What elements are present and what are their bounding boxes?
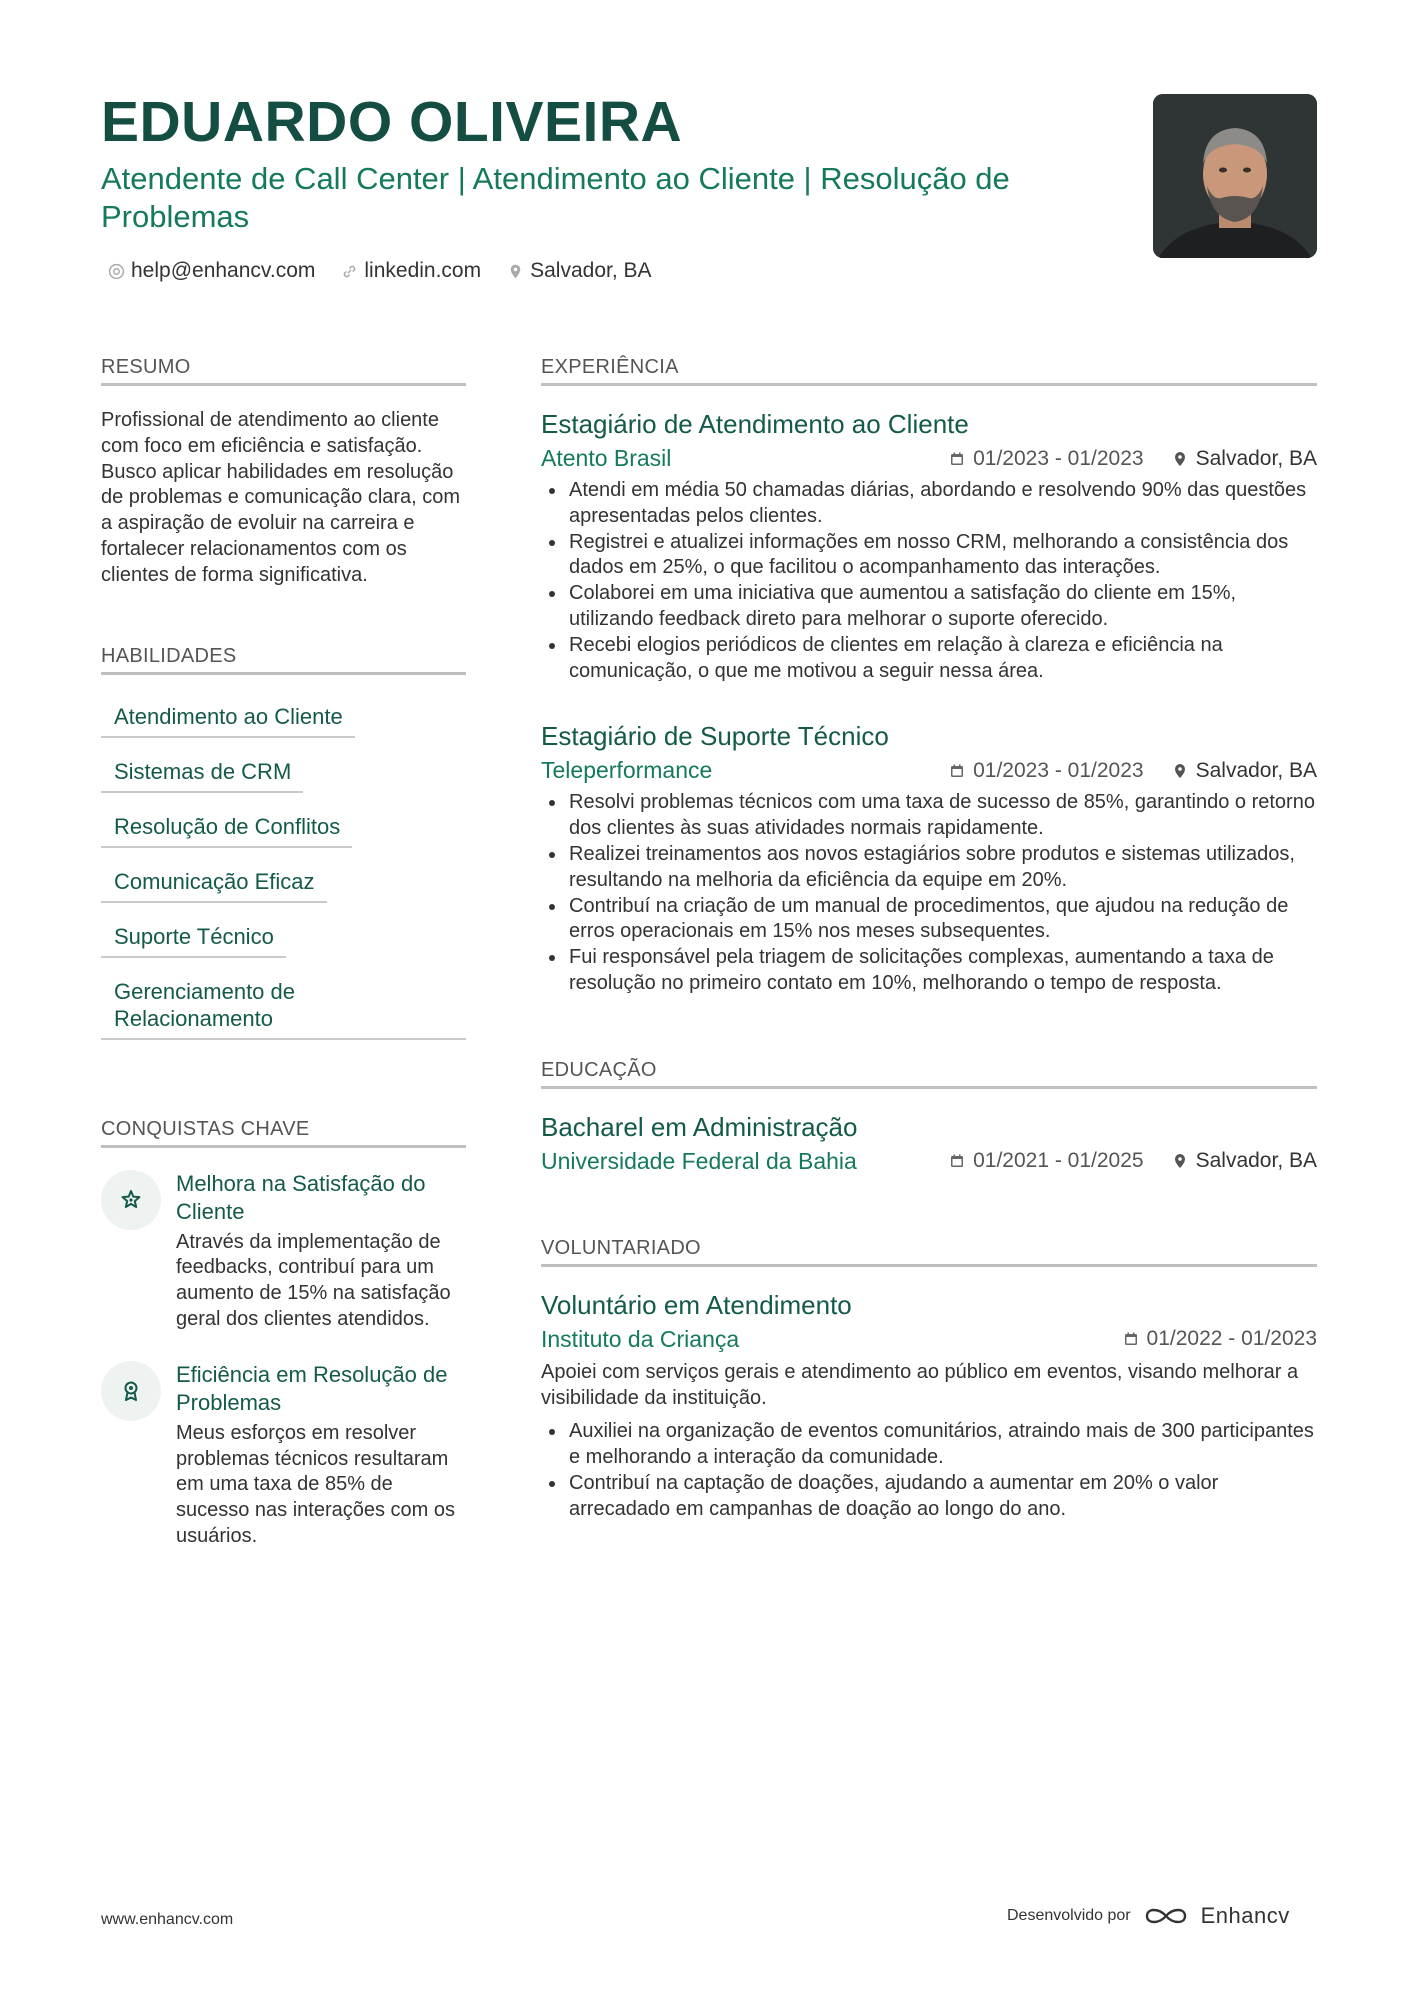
link-icon bbox=[341, 263, 358, 280]
volunteer-dates: 01/2022 - 01/2023 bbox=[1146, 1327, 1317, 1351]
job-title: Estagiário de Suporte Técnico bbox=[541, 721, 889, 752]
education-entry bbox=[541, 1111, 1317, 1175]
job-location: Salvador, BA bbox=[1195, 446, 1317, 470]
degree: Bacharel em Administração bbox=[541, 1111, 858, 1142]
company-name: Atento Brasil bbox=[541, 445, 672, 471]
bullet-item: Fui responsável pela triagem de solicitações complexas, aumentando a taxa de resolução no primeiro contato em 10%, melhorando o tempo de resposta. bbox=[541, 945, 1317, 997]
volunteering-title: VOLUNTARIADO bbox=[541, 1237, 1317, 1267]
achievement-title: Eficiência em Resolução de Problemas bbox=[176, 1361, 448, 1415]
bullet-item: Contribuí na criação de um manual de procedimentos, que ajudou na redução de erros operacionais em 15% nos meses subsequentes. bbox=[541, 894, 1317, 946]
skills-title: HABILIDADES bbox=[101, 645, 466, 675]
education-title: EDUCAÇÃO bbox=[541, 1059, 1317, 1089]
volunteer-bullets bbox=[541, 1419, 1317, 1522]
contact-location bbox=[507, 259, 651, 283]
powered-by-text: Desenvolvido por bbox=[1007, 1907, 1131, 1924]
skill-tag: Sistemas de CRM bbox=[101, 750, 303, 793]
bullet-item: Contribuí na captação de doações, ajudando a aumentar em 20% o valor arrecadado em campanhas de doação ao longo do ano. bbox=[541, 1471, 1317, 1523]
skills-section bbox=[101, 645, 466, 1040]
job-entry bbox=[541, 408, 1317, 684]
location-pin-icon bbox=[1172, 763, 1188, 779]
location-pin-icon bbox=[507, 263, 524, 280]
enhancv-logo-icon bbox=[1143, 1904, 1189, 1928]
education-dates: 01/2021 - 01/2025 bbox=[973, 1149, 1144, 1173]
skills-list bbox=[101, 695, 466, 1040]
contact-linkedin[interactable] bbox=[341, 259, 481, 283]
skill-tag: Gerenciamento de Relacionamento bbox=[114, 978, 295, 1031]
summary-section bbox=[101, 356, 466, 589]
job-dates: 01/2023 - 01/2023 bbox=[973, 758, 1144, 782]
school-name: Universidade Federal da Bahia bbox=[541, 1147, 857, 1174]
volunteering-entry bbox=[541, 1289, 1317, 1523]
candidate-name: EDUARDO OLIVEIRA bbox=[101, 90, 683, 154]
at-icon bbox=[108, 263, 125, 280]
achievement-desc: Através da implementação de feedbacks, contribuí para um aumento de 15% na satisfação geral dos clientes atendidos. bbox=[176, 1230, 451, 1330]
right-column bbox=[541, 356, 1317, 1523]
headline: Atendente de Call Center | Atendimento ao Cliente | Resolução de Problemas bbox=[101, 161, 1010, 234]
bullet-item: Realizei treinamentos aos novos estagiários sobre produtos e sistemas utilizados, resultando na melhoria da eficiência da equipe em 20%. bbox=[541, 842, 1317, 894]
location-pin-icon bbox=[1172, 1153, 1188, 1169]
star-icon bbox=[101, 1170, 161, 1230]
left-column bbox=[101, 356, 466, 1550]
education-section bbox=[541, 1059, 1317, 1175]
education-location: Salvador, BA bbox=[1195, 1149, 1317, 1173]
summary-text: Profissional de atendimento ao cliente com foco em eficiência e satisfação. Busco aplicar habilidades em resolução de problemas e comunicação clara, com a aspiração de evoluir na carreira e fortalecer relacionamentos com os clientes de forma significativa. bbox=[101, 409, 461, 586]
achievement-title: Melhora na Satisfação do Cliente bbox=[176, 1170, 426, 1224]
footer-website[interactable]: www.enhancv.com bbox=[101, 1911, 234, 1928]
skill-tag: Comunicação Eficaz bbox=[101, 860, 327, 903]
brand-name: Enhancv bbox=[1200, 1903, 1290, 1928]
achievements-title: CONQUISTAS CHAVE bbox=[101, 1118, 466, 1148]
bullet-item: Recebi elogios periódicos de clientes em relação à clareza e eficiência na comunicação, o que me motivou a seguir nessa área. bbox=[541, 633, 1317, 685]
achievement-item bbox=[101, 1170, 466, 1333]
award-icon bbox=[101, 1361, 161, 1421]
organization-name: Instituto da Criança bbox=[541, 1325, 740, 1352]
calendar-icon bbox=[949, 451, 965, 467]
skill-tag: Atendimento ao Cliente bbox=[101, 695, 355, 738]
calendar-icon bbox=[949, 1153, 965, 1169]
contact-bar bbox=[108, 259, 652, 283]
location-pin-icon bbox=[1172, 451, 1188, 467]
job-location: Salvador, BA bbox=[1195, 758, 1317, 782]
job-bullets bbox=[541, 478, 1317, 684]
volunteering-section bbox=[541, 1237, 1317, 1523]
calendar-icon bbox=[949, 763, 965, 779]
job-title: Estagiário de Atendimento ao Cliente bbox=[541, 409, 969, 439]
contact-email[interactable] bbox=[108, 259, 315, 283]
location-text: Salvador, BA bbox=[530, 259, 652, 282]
bullet-item: Atendi em média 50 chamadas diárias, abordando e resolvendo 90% das questões apresentadas pelos clientes. bbox=[541, 478, 1317, 530]
bullet-item: Resolvi problemas técnicos com uma taxa de sucesso de 85%, garantindo o retorno dos clientes às suas atividades normais rapidamente. bbox=[541, 790, 1317, 842]
company-name: Teleperformance bbox=[541, 757, 713, 784]
achievements-section bbox=[101, 1118, 466, 1550]
email-text: help@enhancv.com bbox=[131, 259, 316, 282]
volunteer-description: Apoiei com serviços gerais e atendimento ao público em eventos, visando melhorar a visibilidade da instituição. bbox=[541, 1360, 1299, 1409]
bullet-item: Colaborei em uma iniciativa que aumentou a satisfação do cliente em 15%, utilizando feedback direto para melhorar o suporte oferecido. bbox=[541, 581, 1317, 633]
achievement-item bbox=[101, 1361, 466, 1550]
summary-title: RESUMO bbox=[101, 356, 466, 386]
calendar-icon bbox=[1123, 1331, 1139, 1347]
skill-tag: Resolução de Conflitos bbox=[101, 805, 352, 848]
volunteer-role: Voluntário em Atendimento bbox=[541, 1289, 852, 1320]
bullet-item: Auxiliei na organização de eventos comunitários, atraindo mais de 300 participantes e melhorando a interação da comunidade. bbox=[541, 1419, 1317, 1471]
linkedin-text: linkedin.com bbox=[364, 259, 482, 282]
job-bullets bbox=[541, 790, 1317, 996]
job-entry bbox=[541, 720, 1317, 996]
footer-branding bbox=[1007, 1903, 1290, 1929]
achievement-desc: Meus esforços em resolver problemas técnicos resultaram em uma taxa de 85% de sucesso nas interações com os usuários. bbox=[176, 1421, 456, 1547]
job-dates: 01/2023 - 01/2023 bbox=[973, 446, 1144, 470]
skill-tag: Suporte Técnico bbox=[101, 915, 286, 958]
experience-title: EXPERIÊNCIA bbox=[541, 356, 1317, 386]
bullet-item: Registrei e atualizei informações em nosso CRM, melhorando a consistência dos dados em 25%, o que facilitou o acompanhamento das interações. bbox=[541, 530, 1317, 582]
profile-photo bbox=[1153, 94, 1317, 258]
experience-section bbox=[541, 356, 1317, 997]
